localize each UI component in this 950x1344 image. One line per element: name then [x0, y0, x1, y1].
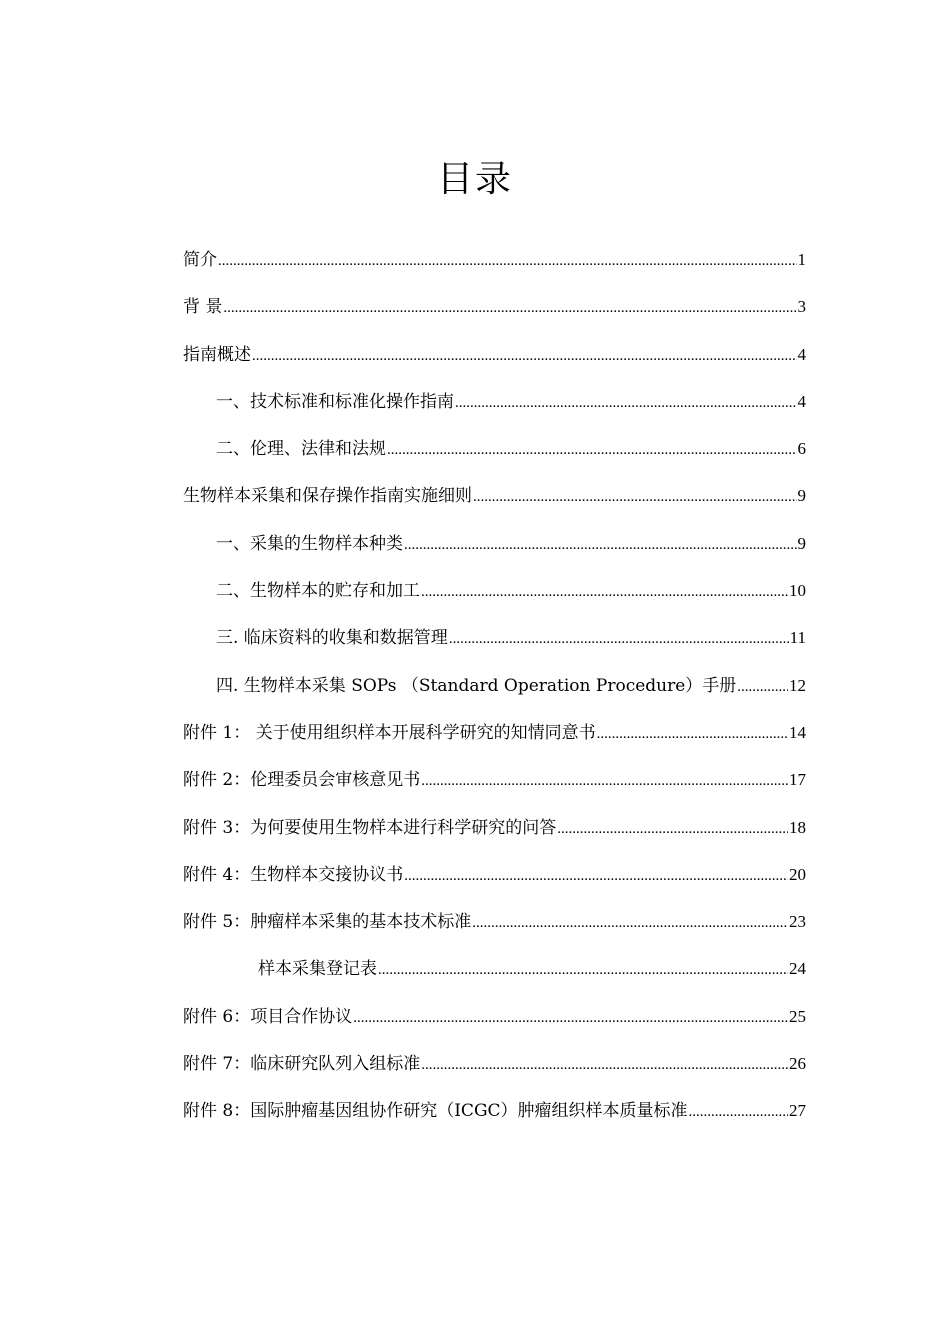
toc-dot-leader: [218, 238, 797, 285]
toc-entry-technical-standards[interactable]: [183, 378, 806, 425]
toc-entry-intro[interactable]: [183, 236, 806, 283]
page-title: 目录: [436, 159, 513, 200]
toc-dot-leader: [404, 522, 797, 569]
toc-entry-appendix-7[interactable]: [183, 1040, 806, 1087]
toc-entry-page: 12: [789, 675, 806, 695]
toc-entry-page: 23: [789, 912, 806, 932]
toc-entry-page: 20: [789, 864, 806, 884]
toc-dot-leader: [223, 285, 796, 332]
toc-entry-label: 一、技术标准和标准化操作指南: [216, 391, 454, 412]
toc-dot-leader: [689, 1089, 788, 1136]
toc-entry-appendix-2[interactable]: [183, 756, 806, 803]
toc-entry-page: 17: [789, 770, 806, 790]
toc-entry-label: 指南概述: [183, 344, 251, 365]
toc-dot-leader: [421, 1042, 788, 1089]
toc-entry-label: 二、生物样本的贮存和加工: [216, 581, 420, 602]
toc-entry-label: 简介: [183, 250, 217, 270]
toc-entry-page: 14: [789, 722, 806, 742]
toc-entry-storage-processing[interactable]: [183, 567, 806, 614]
toc-entry-guide-overview[interactable]: [183, 331, 806, 378]
toc-entry-label: 样本采集登记表: [258, 959, 377, 980]
toc-entry-label: 附件 1： 关于使用组织样本开展科学研究的知情同意书: [183, 722, 596, 743]
toc-dot-leader: [421, 758, 788, 805]
toc-entry-clinical-data[interactable]: [183, 614, 806, 661]
toc-dot-leader: [472, 900, 788, 947]
toc-dot-leader: [421, 569, 788, 616]
toc-entry-sample-types[interactable]: [183, 520, 806, 567]
toc-entry-page: 9: [797, 533, 806, 553]
toc-dot-leader: [449, 616, 789, 663]
toc-entry-page: 9: [797, 486, 806, 506]
toc-entry-appendix-1[interactable]: [183, 709, 806, 756]
toc-entry-background[interactable]: [183, 283, 806, 330]
toc-dot-leader: [404, 853, 788, 900]
toc-dot-leader: [387, 427, 797, 474]
toc-entry-page: 27: [789, 1101, 806, 1121]
toc-entry-appendix-8[interactable]: [183, 1087, 806, 1134]
toc-entry-appendix-3[interactable]: [183, 804, 806, 851]
toc-entry-page: 6: [797, 439, 806, 459]
toc-entry-page: 3: [797, 297, 806, 317]
toc-entry-appendix-5[interactable]: [183, 898, 806, 945]
toc-entry-page: 1: [797, 250, 806, 269]
toc-entry-page: 26: [789, 1054, 806, 1074]
toc-dot-leader: [737, 664, 788, 711]
toc-entry-page: 4: [797, 391, 806, 411]
toc-entry-label: 一、采集的生物样本种类: [216, 533, 403, 554]
toc-dot-leader: [378, 947, 788, 994]
toc-dot-leader: [473, 474, 797, 521]
toc-entry-page: 11: [789, 628, 806, 648]
toc-entry-appendix-6[interactable]: [183, 993, 806, 1040]
toc-entry-label: 三. 临床资料的收集和数据管理: [216, 628, 448, 649]
toc-entry-page: 4: [797, 344, 806, 364]
toc-entry-sample-registration-form[interactable]: [183, 945, 806, 992]
toc-dot-leader: [455, 380, 797, 427]
toc-entry-label: 附件 5：肿瘤样本采集的基本技术标准: [183, 912, 472, 933]
toc-entry-label: 四. 生物样本采集 SOPs （Standard Operation Procedure）手册: [216, 675, 737, 696]
table-of-contents: [183, 236, 806, 1135]
toc-entry-label: 生物样本采集和保存操作指南实施细则: [183, 486, 472, 507]
toc-entry-label: 附件 8：国际肿瘤基因组协作研究（ICGC）肿瘤组织样本质量标准: [183, 1101, 688, 1122]
toc-dot-leader: [597, 711, 788, 758]
toc-entry-sop-manual[interactable]: [183, 662, 806, 709]
toc-entry-label: 附件 3：为何要使用生物样本进行科学研究的问答: [183, 817, 557, 838]
toc-entry-label: 附件 4：生物样本交接协议书: [183, 864, 404, 885]
toc-dot-leader: [353, 995, 788, 1042]
toc-entry-label: 附件 6：项目合作协议: [183, 1006, 353, 1027]
toc-dot-leader: [252, 333, 797, 380]
toc-entry-label: 附件 7：临床研究队列入组标准: [183, 1054, 421, 1075]
toc-entry-page: 25: [789, 1006, 806, 1026]
toc-entry-label: 背 景: [183, 297, 223, 318]
toc-entry-label: 附件 2：伦理委员会审核意见书: [183, 770, 421, 791]
toc-dot-leader: [557, 806, 788, 853]
toc-entry-implementation-rules[interactable]: [183, 472, 806, 519]
toc-entry-page: 24: [789, 959, 806, 979]
toc-entry-page: 10: [789, 581, 806, 601]
toc-entry-ethics-law[interactable]: [183, 425, 806, 472]
toc-entry-appendix-4[interactable]: [183, 851, 806, 898]
toc-entry-label: 二、伦理、法律和法规: [216, 439, 386, 460]
toc-entry-page: 18: [789, 817, 806, 837]
